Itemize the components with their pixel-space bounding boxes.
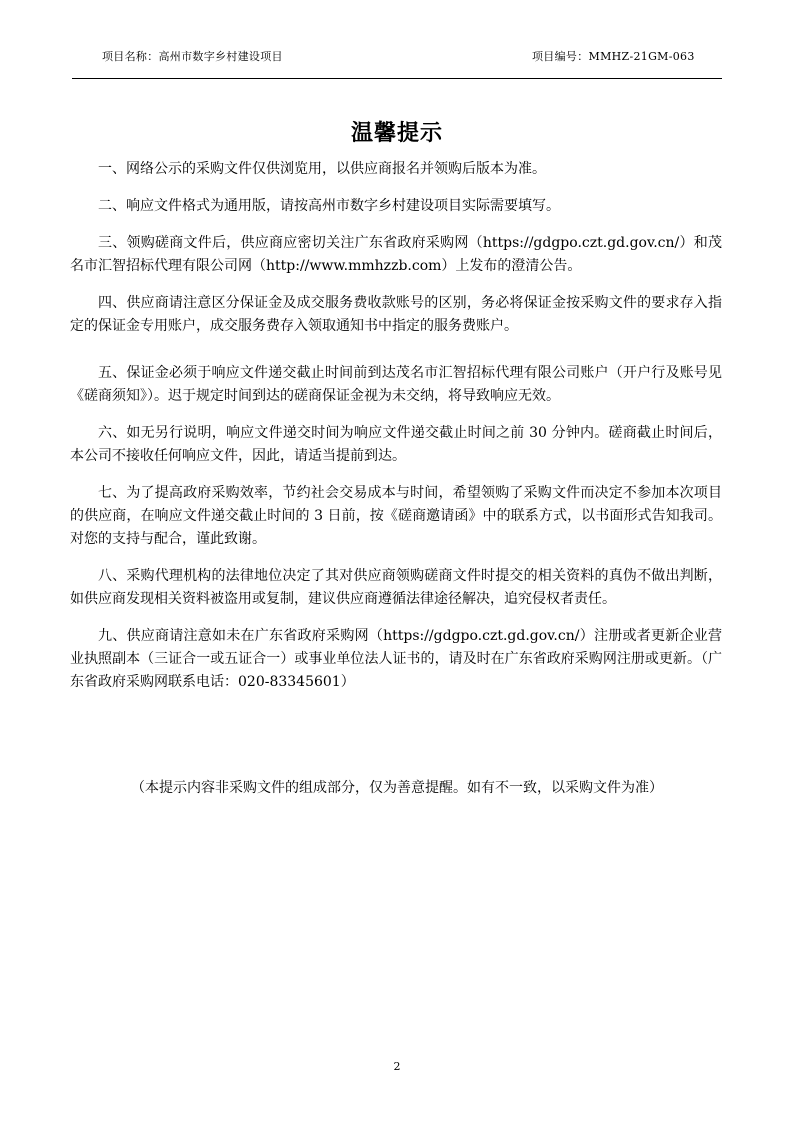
notice-item-4: 四、供应商请注意区分保证金及成交服务费收款账号的区别，务必将保证金按采购文件的要求存入指定的保证金专用账户，成交服务费存入领取通知书中指定的服务费账户。	[70, 295, 722, 334]
notice-item-7: 七、为了提高政府采购效率，节约社会交易成本与时间，希望领购了采购文件而决定不参加本次项目的供应商，在响应文件递交截止时间的 3 日前，按《磋商邀请函》中的联系方式，以书面形式告知我司。对您的支持与配合，谨此致谢。	[70, 485, 722, 547]
notice-item-9: 九、供应商请注意如未在广东省政府采购网（https://gdgpo.czt.gd.gov.cn/）注册或者更新企业营业执照副本（三证合一或五证合一）或事业单位法人证书的，请及时在广东省政府采购网注册或更新。（广东省政府采购网联系电话：020-83345601）	[70, 628, 722, 690]
notice-item-6: 六、如无另行说明，响应文件递交时间为响应文件递交截止时间之前 30 分钟内。磋商截止时间后，本公司不接收任何响应文件，因此，请适当提前到达。	[70, 425, 722, 464]
page-header	[72, 38, 722, 79]
notice-body	[70, 158, 722, 708]
notice-item-8: 八、采购代理机构的法律地位决定了其对供应商领购磋商文件时提交的相关资料的真伪不做出判断，如供应商发现相关资料被盗用或复制，建议供应商遵循法律途径解决，追究侵权者责任。	[70, 568, 722, 607]
notice-item-3: 三、领购磋商文件后，供应商应密切关注广东省政府采购网（https://gdgpo.czt.gd.gov.cn/）和茂名市汇智招标代理有限公司网（http://www.mmhzzb.com）上发布的澄清公告。	[70, 235, 722, 274]
project-name: 项目名称：高州市数字乡村建设项目	[102, 50, 283, 63]
notice-item-2: 二、响应文件格式为通用版，请按高州市数字乡村建设项目实际需要填写。	[98, 198, 560, 214]
page-title: 温馨提示	[350, 120, 443, 146]
disclaimer-note: （本提示内容非采购文件的组成部分，仅为善意提醒。如有不一致，以采购文件为准）	[131, 780, 663, 796]
page-number: 2	[393, 1060, 401, 1073]
notice-item-5: 五、保证金必须于响应文件递交截止时间前到达茂名市汇智招标代理有限公司账户（开户行及账号见《磋商须知》）。迟于规定时间到达的磋商保证金视为未交纳，将导致响应无效。	[70, 365, 722, 404]
project-code: 项目编号：MMHZ-21GM-063	[532, 50, 695, 63]
notice-item-1: 一、网络公示的采购文件仅供浏览用，以供应商报名并领购后版本为准。	[98, 161, 546, 177]
